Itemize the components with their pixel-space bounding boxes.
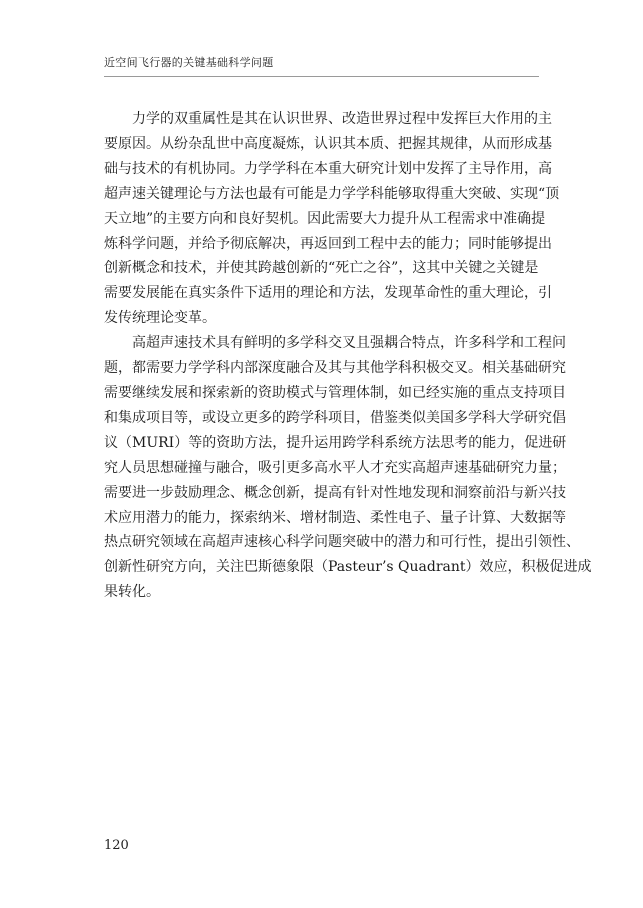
paragraph-line: 果转化。	[104, 584, 160, 601]
paragraph-line: 和集成项目等，或设立更多的跨学科项目，借鉴类似美国多学科大学研究倡	[104, 409, 566, 426]
paragraph-1	[104, 107, 560, 331]
paragraph-line: 础与技术的有机协同。力学学科在本重大研究计划中发挥了主导作用，高	[104, 160, 552, 177]
paragraph-line: 创新性研究方向，关注巴斯德象限（Pasteur’s Quadrant）效应，积极促进成	[104, 559, 592, 576]
paragraph-line: 议（MURI）等的资助方法，提升运用跨学科系统方法思考的能力，促进研	[104, 434, 567, 451]
paragraph-line: 究人员思想碰撞与融合，吸引更多高水平人才充实高超声速基础研究力量；	[104, 459, 566, 476]
paragraph-line: 需要继续发展和探索新的资助模式与管理体制，如已经实施的重点支持项目	[104, 384, 566, 401]
paragraph-line: 创新概念和技术，并使其跨越创新的“死亡之谷”，这其中关键之关键是	[104, 260, 539, 277]
running-header: 近空间飞行器的关键基础科学问题	[104, 56, 274, 69]
header-rule	[104, 76, 539, 77]
paragraph-line: 题，都需要力学学科内部深度融合及其与其他学科积极交叉。相关基础研究	[104, 360, 566, 377]
paragraph-line: 天立地”的主要方向和良好契机。因此需要大力提升从工程需求中准确提	[104, 210, 546, 227]
paragraph-line: 要原因。从纷杂乱世中高度凝炼，认识其本质、把握其规律，从而形成基	[104, 135, 552, 152]
paragraph-2	[104, 331, 592, 605]
paragraph-line: 超声速关键理论与方法也最有可能是力学学科能够取得重大突破、实现“顶	[104, 185, 560, 202]
body-text	[104, 107, 592, 605]
paragraph-line: 热点研究领域在高超声速核心科学问题突破中的潜力和可行性，提出引领性、	[104, 534, 580, 551]
page-number: 120	[104, 838, 129, 853]
paragraph-line: 需要发展能在真实条件下适用的理论和方法，发现革命性的重大理论，引	[104, 285, 552, 302]
paragraph-line: 炼科学问题，并给予彻底解决，再返回到工程中去的能力；同时能够提出	[104, 235, 552, 252]
paragraph-line: 高超声速技术具有鲜明的多学科交叉且强耦合特点，许多科学和工程问	[132, 335, 566, 352]
paragraph-line: 发传统理论变革。	[104, 310, 216, 327]
paragraph-line: 需要进一步鼓励理念、概念创新，提高有针对性地发现和洞察前沿与新兴技	[104, 484, 566, 501]
paragraph-line: 力学的双重属性是其在认识世界、改造世界过程中发挥巨大作用的主	[132, 111, 552, 127]
paragraph-line: 术应用潜力的能力，探索纳米、增材制造、柔性电子、量子计算、大数据等	[104, 509, 566, 526]
